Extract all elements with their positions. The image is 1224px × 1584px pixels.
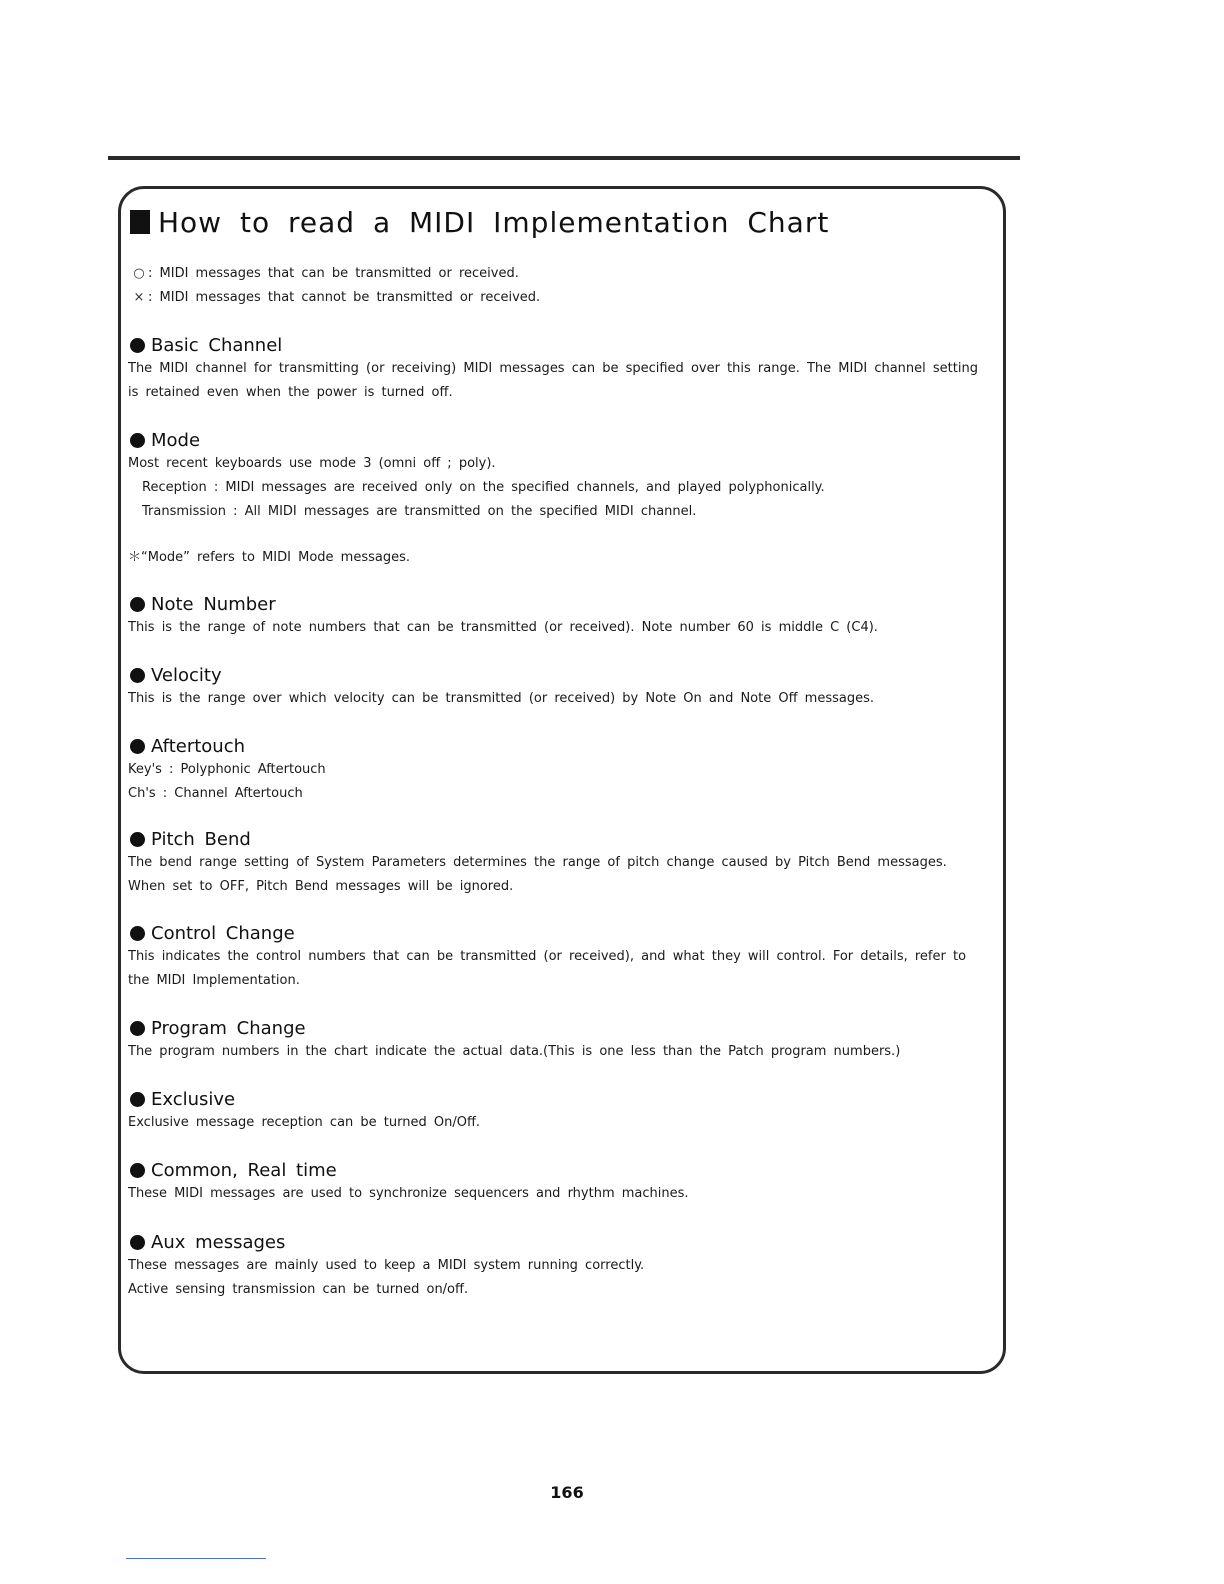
section-text: The program numbers in the chart indicate the actual data.(This is one less than the Patch program numbers.) bbox=[128, 1044, 901, 1059]
bullet-dot-icon bbox=[130, 1021, 145, 1036]
section-title-text: Pitch Bend bbox=[151, 828, 251, 850]
section-title bbox=[128, 1230, 998, 1254]
top-rule bbox=[108, 156, 1020, 160]
section-title bbox=[128, 1158, 998, 1182]
legend-text: : MIDI messages that can be transmitted or received. bbox=[148, 266, 519, 281]
bullet-dot-icon bbox=[130, 433, 145, 448]
section-text: The MIDI channel for transmitting (or receiving) MIDI messages can be specified over this range. The MIDI channel setting bbox=[128, 361, 978, 376]
section-title bbox=[128, 663, 998, 687]
section-text: When set to OFF, Pitch Bend messages will be ignored. bbox=[128, 879, 514, 894]
legend-text: : MIDI messages that cannot be transmitted or received. bbox=[148, 290, 541, 305]
section-title-text: Control Change bbox=[151, 922, 295, 944]
cross-icon: × bbox=[133, 290, 145, 305]
square-bullet-icon bbox=[130, 210, 150, 234]
section-title-text: Program Change bbox=[151, 1017, 306, 1039]
section-text: Transmission : All MIDI messages are transmitted on the specified MIDI channel. bbox=[142, 504, 697, 519]
section-note-number bbox=[128, 592, 998, 640]
section-title bbox=[128, 1087, 998, 1111]
section-title-text: Exclusive bbox=[151, 1088, 236, 1110]
section-title bbox=[128, 428, 998, 452]
section-basic-channel bbox=[128, 333, 998, 405]
legend-item-not-transmittable bbox=[130, 290, 540, 305]
bullet-dot-icon bbox=[130, 597, 145, 612]
section-text: The bend range setting of System Parameters determines the range of pitch change caused by Pitch Bend messages. bbox=[128, 855, 947, 870]
bullet-dot-icon bbox=[130, 338, 145, 353]
section-title-text: Aux messages bbox=[151, 1231, 286, 1253]
section-common-real-time bbox=[128, 1158, 998, 1206]
bullet-dot-icon bbox=[130, 832, 145, 847]
section-title-text: Basic Channel bbox=[151, 334, 283, 356]
section-title-text: Velocity bbox=[151, 664, 222, 686]
section-text: Ch's : Channel Aftertouch bbox=[128, 786, 303, 801]
section-title bbox=[128, 921, 998, 945]
section-text: Reception : MIDI messages are received only on the specified channels, and played polyphonically. bbox=[142, 480, 825, 495]
section-text: Exclusive message reception can be turned On/Off. bbox=[128, 1115, 481, 1130]
section-velocity bbox=[128, 663, 998, 711]
section-text: is retained even when the power is turned off. bbox=[128, 385, 453, 400]
section-aftertouch bbox=[128, 734, 998, 806]
section-title-text: Note Number bbox=[151, 593, 276, 615]
section-text: Key's : Polyphonic Aftertouch bbox=[128, 762, 326, 777]
section-text: the MIDI Implementation. bbox=[128, 973, 300, 988]
section-text: Active sensing transmission can be turned on/off. bbox=[128, 1282, 469, 1297]
section-text: These MIDI messages are used to synchronize sequencers and rhythm machines. bbox=[128, 1186, 689, 1201]
bullet-dot-icon bbox=[130, 668, 145, 683]
section-program-change bbox=[128, 1016, 998, 1064]
section-text: This is the range of note numbers that can be transmitted (or received). Note number 60 is middle C (C4). bbox=[128, 620, 878, 635]
section-pitch-bend bbox=[128, 827, 998, 899]
circle-icon: ○ bbox=[133, 266, 145, 281]
bullet-dot-icon bbox=[130, 926, 145, 941]
page-title: How to read a MIDI Implementation Chart bbox=[158, 205, 830, 239]
section-title bbox=[128, 734, 998, 758]
bullet-dot-icon bbox=[130, 1163, 145, 1178]
legend-item-transmittable bbox=[130, 266, 519, 281]
bullet-dot-icon bbox=[130, 1235, 145, 1250]
section-title bbox=[128, 592, 998, 616]
section-control-change bbox=[128, 921, 998, 993]
section-text: This indicates the control numbers that can be transmitted (or received), and what they will control. For details, refer to bbox=[128, 949, 967, 964]
bottom-divider bbox=[126, 1558, 266, 1559]
section-mode bbox=[128, 428, 998, 570]
section-text: These messages are mainly used to keep a MIDI system running correctly. bbox=[128, 1258, 645, 1273]
section-text: Most recent keyboards use mode 3 (omni off ; poly). bbox=[128, 456, 496, 471]
bullet-dot-icon bbox=[130, 1092, 145, 1107]
section-title-text: Aftertouch bbox=[151, 735, 246, 757]
section-title bbox=[128, 333, 998, 357]
page-heading bbox=[130, 200, 829, 244]
section-title bbox=[128, 1016, 998, 1040]
bullet-dot-icon bbox=[130, 739, 145, 754]
section-text: This is the range over which velocity can be transmitted (or received) by Note On and Note Off messages. bbox=[128, 691, 875, 706]
section-title bbox=[128, 827, 998, 851]
mode-note: ＊“Mode” refers to MIDI Mode messages. bbox=[128, 550, 410, 565]
section-exclusive bbox=[128, 1087, 998, 1135]
section-aux-messages bbox=[128, 1230, 998, 1302]
section-title-text: Common, Real time bbox=[151, 1159, 337, 1181]
page-number: 166 bbox=[550, 1483, 584, 1502]
section-title-text: Mode bbox=[151, 429, 201, 451]
